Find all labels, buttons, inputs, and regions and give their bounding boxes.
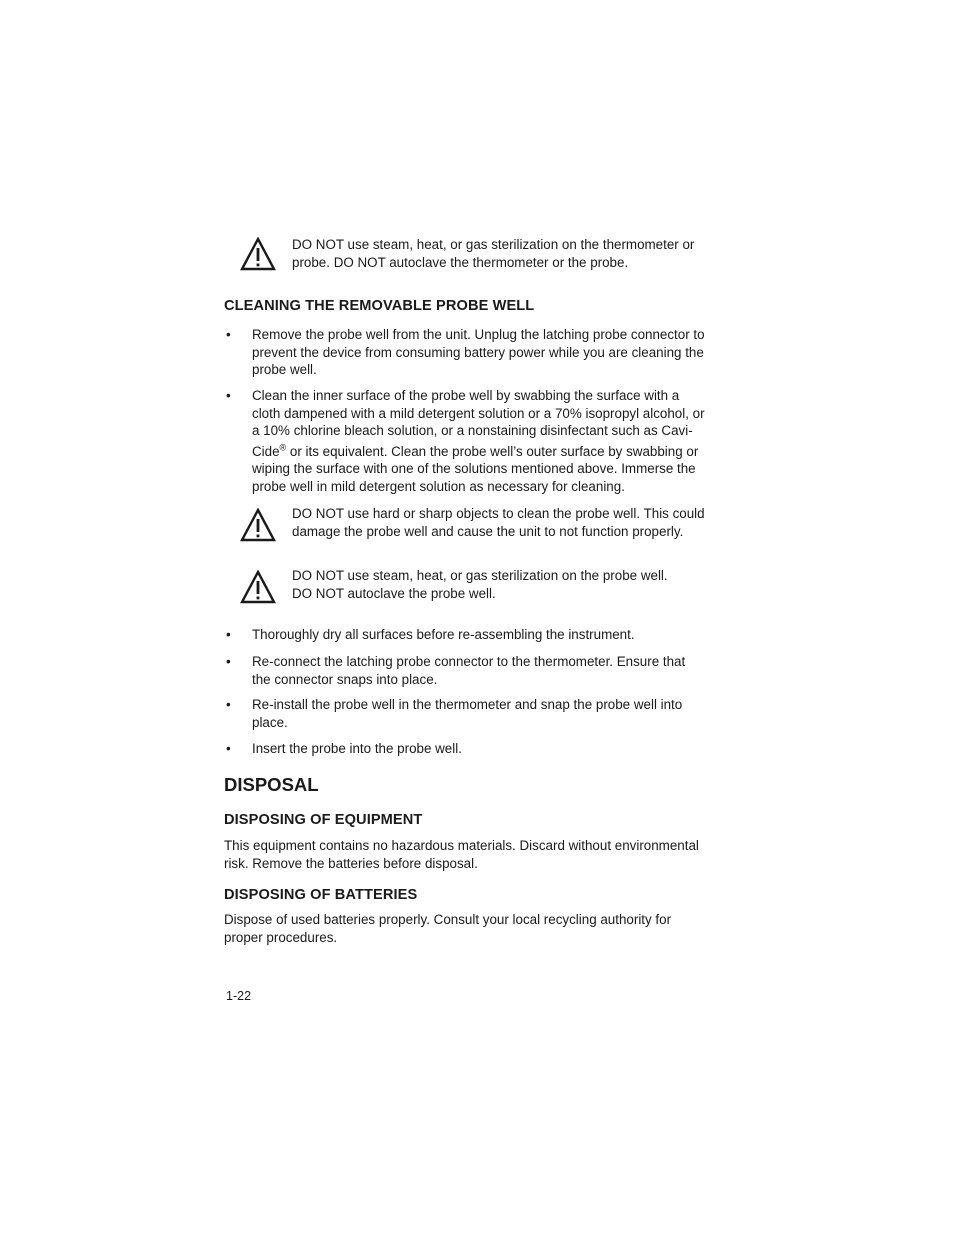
bullet-marker: • [226,327,231,342]
bullet-marker: • [226,697,231,712]
subsection-heading-disposing-equipment: DISPOSING OF EQUIPMENT [224,812,423,828]
bullet-marker: • [226,654,231,669]
warning-text-sterilization-probe-well: DO NOT use steam, heat, or gas sterilization on the probe well. DO NOT autoclave the probe well. [292,568,668,601]
paragraph-disposing-batteries: Dispose of used batteries properly. Consult your local recycling authority for proper procedures. [224,912,672,945]
bullet-marker: • [226,627,231,642]
list-item-insert-probe: Insert the probe into the probe well. [252,741,462,756]
warning-text-sterilization-thermometer: DO NOT use steam, heat, or gas sterilization on the thermometer or probe. DO NOT autoclave the thermometer or the probe. [292,237,695,270]
warning-triangle-icon [240,508,276,542]
warning-triangle-icon [240,237,276,271]
list-item-remove-probe-well: Remove the probe well from the unit. Unplug the latching probe connector to prevent the device from consuming battery power while you are cleaning the probe well. [252,327,705,377]
list-item-reconnect-connector: Re-connect the latching probe connector to the thermometer. Ensure that the connector snaps into place. [252,654,686,687]
list-item-reinstall-probe-well: Re-install the probe well in the thermometer and snap the probe well into place. [252,697,683,730]
section-heading-disposal: DISPOSAL [224,774,319,795]
bullet-marker: • [226,388,231,403]
subsection-heading-disposing-batteries: DISPOSING OF BATTERIES [224,887,418,903]
list-item-clean-inner-surface: Clean the inner surface of the probe well by swabbing the surface with a cloth dampened with a mild detergent solution or a 70% isopropyl alcohol, or a 10% chlorine bleach solution, or a nonstaining disinfectant such as Cavi- Cide® or its equivalent. Clean the probe well’s outer surface by swabbing or wiping the surface with one of the solutions mentioned above. Immerse the probe well in mild detergent solution as necessary for cleaning. [252,388,705,494]
bullet-marker: • [226,741,231,756]
registered-trademark: ® [279,442,287,453]
section-heading-cleaning-probe-well: CLEANING THE REMOVABLE PROBE WELL [224,298,535,314]
warning-triangle-icon [240,570,276,604]
warning-text-sharp-objects: DO NOT use hard or sharp objects to clean the probe well. This could damage the probe well and cause the unit to not function properly. [292,506,705,539]
list-item-dry-surfaces: Thoroughly dry all surfaces before re-assembling the instrument. [252,627,635,642]
page-number: 1-22 [226,989,252,1003]
paragraph-disposing-equipment: This equipment contains no hazardous materials. Discard without environmental risk. Remove the batteries before disposal. [224,838,699,871]
